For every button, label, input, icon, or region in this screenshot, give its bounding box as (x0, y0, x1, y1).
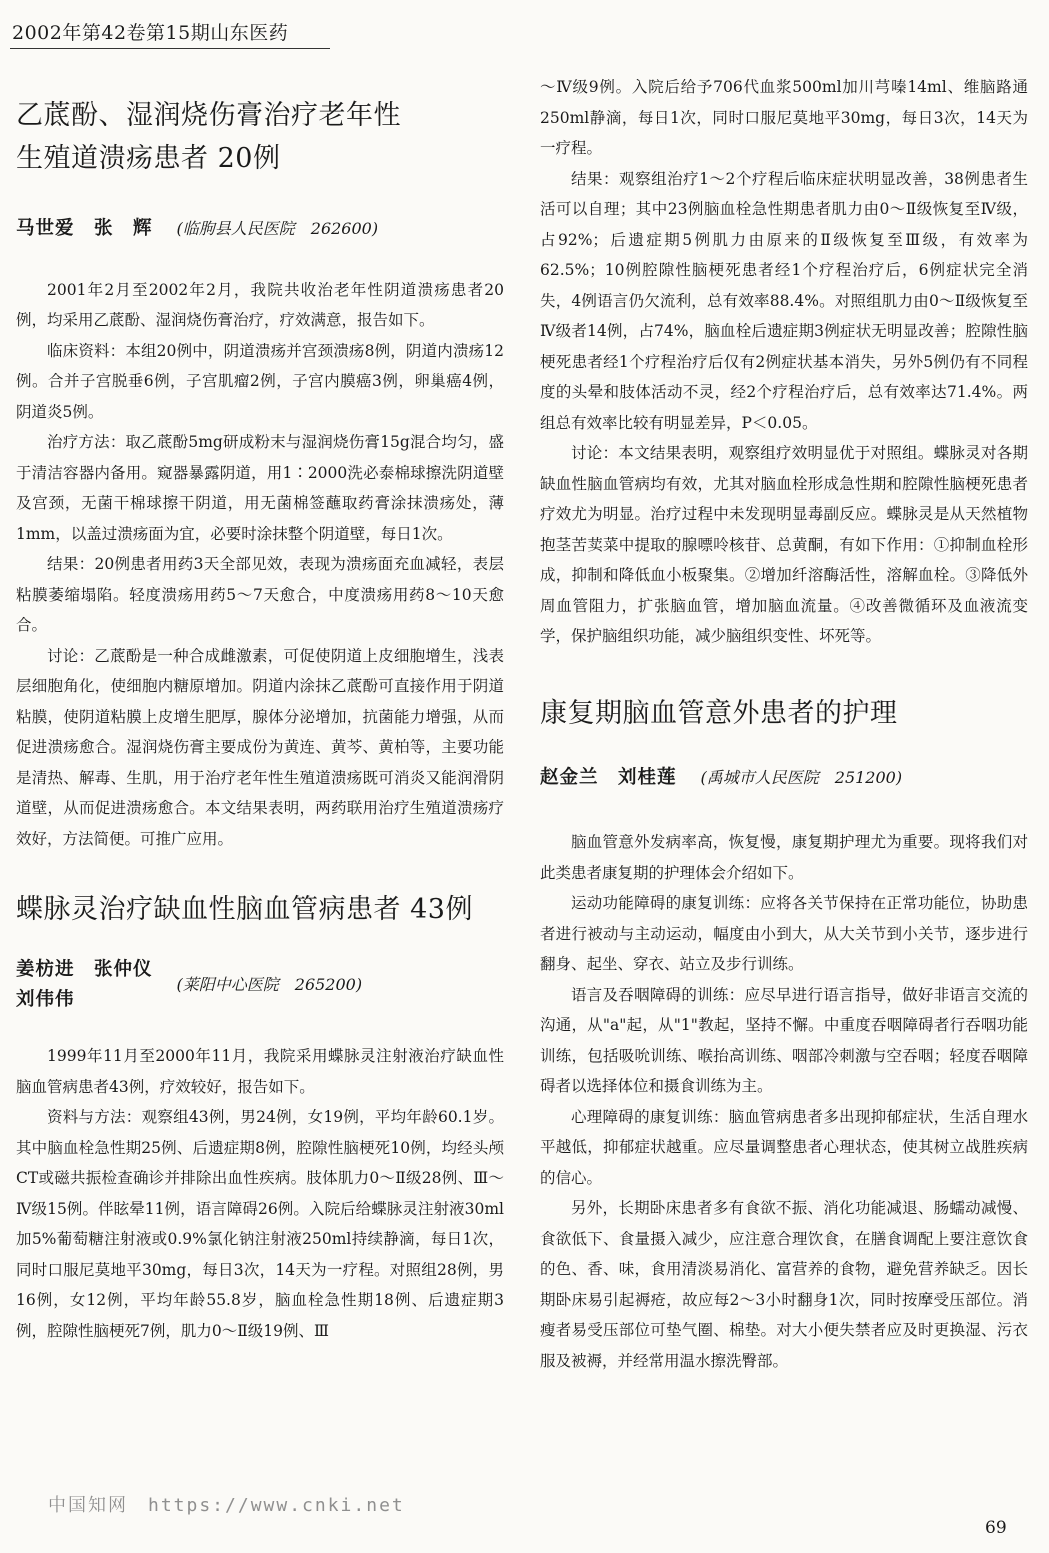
left-column (16, 94, 504, 1346)
article3-paragraph: 运动功能障碍的康复训练：应将各关节保持在正常功能位，协助患者进行被动与主动运动，幅度由小到大，从大关节到小关节，逐步进行翻身、起坐、穿衣、站立及步行训练。 (540, 894, 1028, 973)
article3-affiliation: (禹城市人民医院 251200) (700, 767, 903, 787)
article2-affiliation: (莱阳中心医院 265200) (176, 974, 363, 994)
running-header: 2002年第42卷第15期山东医药 (12, 22, 289, 44)
article1-affiliation: (临朐县人民医院 262600) (176, 219, 379, 238)
article2-paragraph: 讨论：本文结果表明，观察组疗效明显优于对照组。蝶脉灵对各期缺血性脑血管病均有效，尤其对脑血栓形成急性期和腔隙性脑梗死患者疗效尤为明显。治疗过程中未发现明显毒副反应。蝶脉灵是从天然植物抱茎苦荬菜中提取的腺嘌呤核苷、总黄酮，有如下作用：①抑制血栓形成，抑制和降低血小板聚集。②增加纤溶酶活性，溶解血栓。③降低外周血管阻力，扩张脑血管，增加脑血流量。④改善微循环及血液流变学，保护脑组织功能，减少脑组织变性、坏死等。 (540, 444, 1028, 645)
article2-authors-line2: 刘伟伟 (16, 989, 75, 1010)
article1-byline (16, 214, 504, 245)
article1-title-line2: 生殖道溃疡患者 20例 (16, 143, 281, 174)
article3 (540, 692, 1028, 1377)
article2 (16, 888, 504, 1346)
article2-paragraph: 结果：观察组治疗1～2个疗程后临床症状明显改善，38例患者生活可以自理；其中23例脑血栓急性期患者肌力由0～Ⅱ级恢复至Ⅳ级，占92%；后遗症期5例肌力由原来的Ⅱ级恢复至Ⅲ级，有效率为62.5%；10例腔隙性脑梗死患者经1个疗程治疗后，6例症状完全消失，4例语言仍欠流利，总有效率88.4%。对照组肌力由0～Ⅱ级恢复至Ⅳ级者14例，占74%，脑血栓后遗症期3例症状无明显改善；腔隙性脑梗死患者经1个疗程治疗后仅有2例症状基本消失，另外5例仍有不同程度的头晕和肢体活动不灵，经2个疗程治疗后，总有效率达71.4%。两组总有效率比较有明显差异，P＜0.05。 (540, 169, 1029, 432)
article3-paragraph: 心理障碍的康复训练：脑血管病患者多出现抑郁症状，生活自理水平越低，抑郁症状越重。应尽量调整患者心理状态，使其树立战胜疾病的信心。 (540, 1107, 1028, 1187)
article2-paragraph: ～Ⅳ级9例。入院后给予706代血浆500ml加川芎嗪14ml、维脑路通250ml静滴，每日1次，同时口服尼莫地平30mg，每日3次，14天为一疗程。 (540, 78, 1028, 157)
article2-authors (16, 955, 153, 1015)
cnki-watermark: 中国知网 https://www.cnki.net (48, 1495, 405, 1516)
article3-byline (540, 763, 1028, 794)
article3-paragraph: 脑血管意外发病率高，恢复慢，康复期护理尤为重要。现将我们对此类患者康复期的护理体会介绍如下。 (540, 833, 1028, 882)
article2-authors-line1: 姜枋进 张仲仪 (16, 959, 153, 980)
article1-paragraph: 2001年2月至2002年2月，我院共收治老年性阴道溃疡患者20例，均采用乙菧酚、湿润烧伤膏治疗，疗效满意，报告如下。 (16, 280, 504, 329)
article1-paragraph: 讨论：乙菧酚是一种合成雌激素，可促使阴道上皮细胞增生，浅表层细胞角化，使细胞内糖原增加。阴道内涂抹乙菧酚可直接作用于阴道粘膜，使阴道粘膜上皮增生肥厚，腺体分泌增加，抗菌能力增强，从而促进溃疡愈合。湿润烧伤膏主要成份为黄连、黄芩、黄柏等，主要功能是清热、解毒、生肌，用于治疗老年性生殖道溃疡既可消炎又能润滑阴道壁，从而促进溃疡愈合。本文结果表明，两药联用治疗生殖道溃疡疗效好，方法简便。可推广应用。 (16, 646, 504, 848)
header-rule (10, 48, 330, 49)
article2-title: 蝶脉灵治疗缺血性脑血管病患者 43例 (16, 894, 473, 925)
article3-paragraph: 另外，长期卧床患者多有食欲不振、消化功能减退、肠蠕动减慢、食欲低下、食量摄入减少，应注意合理饮食，在膳食调配上要注意饮食的色、香、味，食用清淡易消化、富营养的食物，避免营养缺乏。因长期卧床易引起褥疮，故应每2～3小时翻身1次，同时按摩受压部位。消瘦者易受压部位可垫气圈、棉垫。对大小便失禁者应及时更换湿、污衣服及被褥，并经常用温水擦洗臀部。 (540, 1199, 1028, 1370)
article2-byline (16, 955, 504, 1015)
article1-title-line1: 乙菧酚、湿润烧伤膏治疗老年性 (16, 100, 401, 131)
article1-paragraph: 治疗方法：取乙菧酚5mg研成粉末与湿润烧伤膏15g混合均匀，盛于清洁容器内备用。窥器暴露阴道，用1∶2000洗必泰棉球擦洗阴道壁及宫颈，无菌干棉球擦干阴道，用无菌棉签蘸取药膏涂抹溃疡处，薄1mm，以盖过溃疡面为宜，必要时涂抹整个阴道壁，每日1次。 (16, 433, 504, 543)
article1-paragraph: 临床资料：本组20例中，阴道溃疡并宫颈溃疡8例，阴道内溃疡12例。合并子宫脱垂6例，子宫肌瘤2例，子宫内膜癌3例，卵巢癌4例，阴道炎5例。 (16, 341, 504, 421)
right-column (540, 72, 1028, 1376)
article1 (16, 94, 504, 854)
article3-authors: 赵金兰 刘桂莲 (540, 766, 677, 788)
article3-title: 康复期脑血管意外患者的护理 (540, 697, 898, 729)
article1-paragraph: 结果：20例患者用药3天全部见效，表现为溃疡面充血减轻，表层粘膜萎缩塌陷。轻度溃疡用药5～7天愈合，中度溃疡用药8～10天愈合。 (16, 555, 504, 634)
page-number: 69 (985, 1518, 1007, 1538)
article1-authors: 马世爱 张 辉 (16, 218, 153, 239)
article2-paragraph: 1999年11月至2000年11月，我院采用蝶脉灵注射液治疗缺血性脑血管病患者43例，疗效较好，报告如下。 (16, 1047, 504, 1096)
article2-continued (540, 72, 1028, 652)
article2-paragraph: 资料与方法：观察组43例，男24例，女19例，平均年龄60.1岁。其中脑血栓急性期25例、后遗症期8例，腔隙性脑梗死10例，均经头颅CT或磁共振检查确诊并排除出血性疾病。肢体肌力0～Ⅱ级28例、Ⅲ～Ⅳ级15例。伴眩晕11例，语言障碍26例。入院后给蝶脉灵注射液30ml加5%葡萄糖注射液或0.9%氯化钠注射液250ml持续静滴，每日1次，同时口服尼莫地平30mg，每日3次，14天为一疗程。对照组28例，男16例，女12例，平均年龄55.8岁，脑血栓急性期18例、后遗症期3例，腔隙性脑梗死7例，肌力0～Ⅱ级19例、Ⅲ (16, 1108, 504, 1340)
article3-paragraph: 语言及吞咽障碍的训练：应尽早进行语言指导，做好非语言交流的沟通，从"a"起，从"1"教起，坚持不懈。中重度吞咽障碍者行吞咽功能训练，包括吸吮训练、喉抬高训练、咽部冷刺激与空吞咽；轻度吞咽障碍者以选择体位和摄食训练为主。 (540, 985, 1028, 1095)
